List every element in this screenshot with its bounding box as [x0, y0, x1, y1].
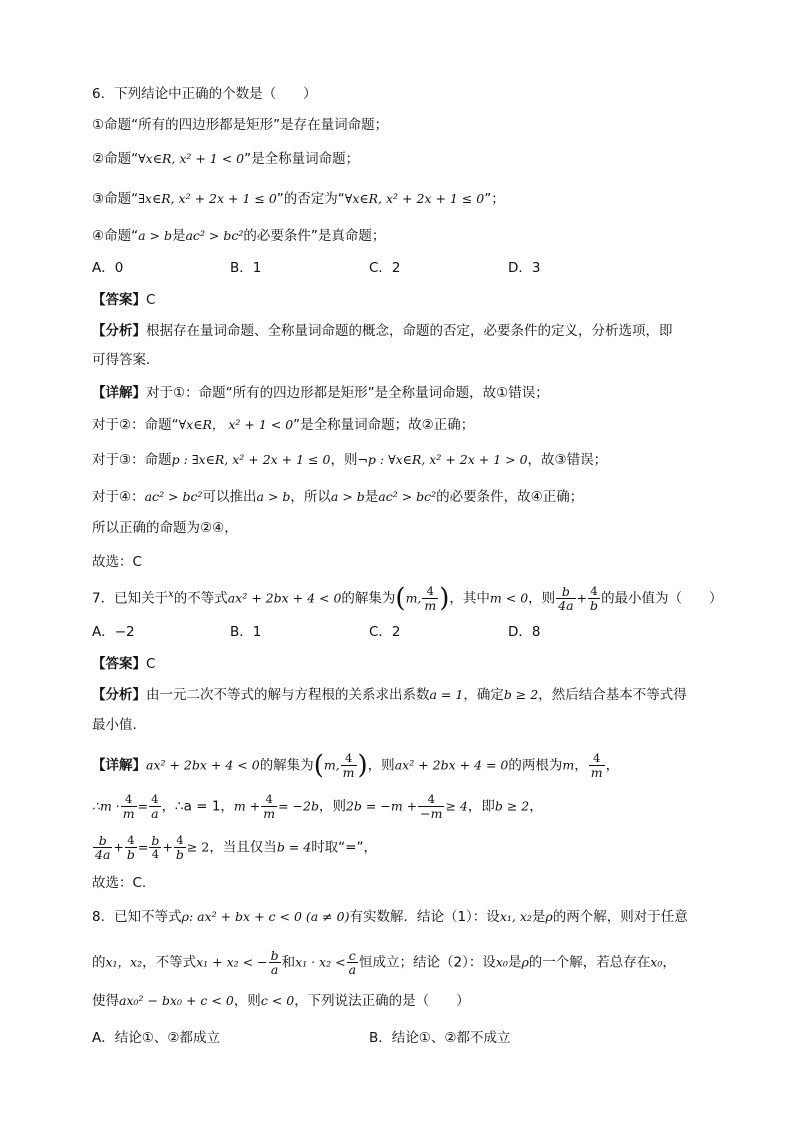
text: 根据存在量词命题、全称量词命题的概念，命题的否定，必要条件的定义，分析选项，即	[146, 323, 673, 339]
math: ∀x∈R， x² + 1 < 0	[178, 417, 294, 432]
answer-tag: 【答案】	[92, 292, 146, 308]
math: ax₀² − bx₀ + c < 0	[119, 993, 234, 1008]
text: ，则	[330, 452, 358, 468]
denominator: 4a	[95, 847, 111, 862]
math: c < 0	[260, 993, 295, 1008]
fraction	[149, 793, 160, 820]
text: ，所以	[290, 489, 331, 505]
math: ≥ 4	[445, 798, 468, 814]
math: x	[168, 589, 174, 600]
math: =	[137, 839, 149, 855]
text: ，故③错误；	[527, 452, 608, 468]
q8-line-1	[92, 907, 688, 927]
q7-analysis-line-2: 最小值.	[92, 717, 137, 733]
math: ρ: ax² + bx + c < 0 (a ≠ 0)	[181, 909, 350, 924]
text: ④命题“	[92, 228, 139, 244]
q6-analysis-line-2: 可得答案.	[92, 352, 151, 368]
text: ，则	[318, 798, 346, 815]
q6-statement-2	[92, 149, 359, 169]
denominator: m	[263, 806, 276, 821]
math: m,	[405, 590, 422, 606]
fraction	[556, 585, 575, 612]
q7-stem	[92, 585, 723, 612]
numerator: 4	[174, 834, 186, 848]
math: a > b	[256, 489, 291, 504]
answer-tag: 【答案】	[92, 656, 146, 672]
math: ac² > bc²	[185, 228, 244, 243]
text: ，	[605, 757, 620, 774]
text: 的必要条件，故④正确；	[436, 489, 584, 505]
right-paren: )	[357, 750, 368, 781]
numerator: b	[151, 833, 160, 848]
denominator: 4a	[558, 598, 574, 613]
left-paren: (	[395, 583, 406, 614]
numerator: b	[93, 834, 112, 848]
denominator: m	[122, 806, 135, 821]
numerator: b	[270, 948, 279, 963]
plus-sign: +	[576, 590, 588, 606]
text: 7．已知关于	[92, 590, 169, 607]
text: 是	[531, 909, 546, 925]
q7-option-c: C．2	[369, 624, 401, 640]
text: ，	[662, 954, 676, 971]
q6-detail-line-2	[92, 415, 474, 435]
analysis-tag: 【分析】	[92, 323, 146, 339]
q8-option-a: A．结论①、②都成立	[92, 1030, 220, 1046]
math: b ≥ 2	[494, 798, 530, 814]
text: ，则	[233, 993, 261, 1009]
q6-statement-3	[92, 189, 505, 209]
numerator: 4	[121, 793, 137, 807]
text: ，	[574, 757, 588, 774]
text: 的一个解，若总存在	[528, 954, 651, 971]
math: a = 1	[429, 687, 464, 702]
fraction	[149, 834, 161, 861]
denominator: b	[126, 847, 135, 862]
text: ，则	[367, 757, 395, 774]
math: +	[162, 839, 173, 855]
math: b = 4	[276, 839, 312, 855]
answer-value: C	[146, 656, 156, 672]
math: ∀x∈R, x² + 1 < 0	[138, 151, 245, 166]
q6-detail-line-4	[92, 487, 583, 507]
math: ¬p : ∀x∈R, x² + 2x + 1 > 0	[357, 452, 528, 467]
text: 的最小值为（ ）	[601, 590, 723, 607]
numerator: 4	[341, 752, 357, 766]
text: 对于③：命题	[92, 452, 172, 468]
numerator: b	[556, 585, 575, 599]
numerator: 4	[418, 793, 444, 807]
q7-detail-line-3	[92, 834, 377, 861]
q6-option-c: C．2	[369, 260, 401, 276]
q6-detail-line-3	[92, 450, 607, 470]
answer-value: C	[146, 292, 156, 308]
denominator: b	[590, 598, 599, 613]
numerator: 4	[149, 793, 160, 807]
math: ax² + 2bx + 4 < 0	[146, 757, 260, 773]
text: 时取“=”，	[311, 839, 377, 856]
text: ”是全称量词命题；故②正确；	[293, 417, 475, 433]
math: ∀x∈R, x² + 2x + 1 ≤ 0	[344, 191, 485, 206]
math: x₁ + x₂ < −	[196, 954, 268, 970]
math: ax² + 2bx + 4 = 0	[394, 757, 509, 773]
text: ”是全称量词命题；	[244, 151, 360, 167]
fraction	[589, 752, 605, 779]
text: 是	[171, 228, 186, 244]
math: = −2b	[278, 798, 319, 814]
analysis-tag: 【分析】	[92, 687, 146, 703]
text: 的解集为	[259, 757, 314, 774]
math: m,	[323, 757, 340, 773]
math: 2b = −m +	[345, 798, 418, 814]
denominator: a	[348, 962, 357, 977]
right-paren: )	[439, 583, 450, 614]
fraction	[341, 752, 357, 779]
fraction	[121, 793, 137, 820]
math: x₁，x₂	[105, 954, 143, 970]
math: m	[562, 757, 575, 773]
fraction	[418, 793, 444, 820]
math: ≥ 2	[186, 839, 210, 855]
q6-choose: 故选：C	[92, 554, 142, 570]
text: 的两个解，则对于任意	[552, 909, 688, 925]
q6-option-a: A．0	[92, 260, 124, 276]
q6-detail-line-5: 所以正确的命题为②④，	[92, 520, 238, 536]
q7-analysis-line-1	[92, 685, 687, 705]
text: ”；	[484, 191, 505, 207]
text: 对于④：	[92, 489, 145, 505]
text: 的必要条件”是真命题；	[243, 228, 386, 244]
detail-tag: 【详解】	[92, 385, 146, 401]
math: ρ	[545, 909, 553, 924]
fraction	[125, 834, 137, 861]
text: 对于①：命题“所有的四边形都是矩形”是全称量词命题，故①错误；	[146, 385, 549, 401]
fraction	[588, 585, 600, 612]
numerator: 4	[588, 585, 600, 599]
text: 是	[507, 954, 522, 971]
math: ax² + 2bx + 4 < 0	[227, 590, 342, 606]
text: ，	[529, 798, 543, 815]
text: ，其中	[449, 590, 490, 607]
q6-option-d: D．3	[508, 260, 541, 276]
denominator: 4	[151, 847, 160, 861]
math: a > b	[330, 489, 365, 504]
text: ③命题“	[92, 191, 139, 207]
math: ac² > bc²	[144, 489, 203, 504]
q6-answer	[92, 290, 155, 310]
math: m < 0	[489, 590, 529, 606]
fraction	[422, 585, 438, 612]
q6-statement-1: ①命题“所有的四边形都是矩形”是存在量词命题；	[92, 117, 389, 133]
text: 的两根为	[508, 757, 563, 774]
text: ，∴a = 1，	[161, 798, 234, 815]
text: ②命题“	[92, 151, 139, 167]
fraction	[261, 793, 277, 820]
q7-detail-line-2	[92, 793, 543, 820]
numerator: 4	[422, 585, 438, 599]
denominator: a	[270, 962, 279, 977]
q6-detail-line-1	[92, 383, 549, 403]
math: ∴m ·	[92, 798, 120, 814]
fraction	[174, 834, 186, 861]
math: m +	[233, 798, 261, 814]
text: 是	[364, 489, 379, 505]
text: ，下列说法正确的是（ ）	[294, 993, 470, 1009]
denominator: a	[151, 806, 159, 821]
text: 由一元二次不等式的解与方程根的关系求出系数	[146, 687, 430, 703]
math: =	[137, 798, 149, 814]
math: ρ	[521, 954, 529, 970]
q7-option-d: D．8	[508, 624, 541, 640]
math: p : ∃x∈R, x² + 2x + 1 ≤ 0	[171, 452, 331, 467]
text: ，确定	[463, 687, 504, 703]
math: ∃x∈R, x² + 2x + 1 ≤ 0	[138, 191, 277, 206]
math: x₁, x₂	[499, 909, 532, 924]
math: +	[113, 839, 124, 855]
fraction	[93, 834, 112, 861]
text: 的不等式	[173, 590, 228, 607]
q6-statement-4	[92, 226, 385, 246]
q7-option-b: B．1	[230, 624, 262, 640]
text: 使得	[92, 993, 119, 1009]
denominator: b	[175, 847, 184, 862]
text: ，不等式	[142, 954, 197, 971]
math: a > b	[138, 228, 172, 243]
q6-option-b: B．1	[230, 260, 262, 276]
math: x₀	[495, 954, 508, 970]
numerator: c	[347, 949, 358, 963]
text: ，当且仅当	[209, 839, 277, 856]
text: 的	[92, 954, 106, 971]
q6-stem: 6．下列结论中正确的个数是（ ）	[92, 86, 317, 102]
denominator: −m	[420, 806, 443, 821]
text: 对于②：命题“	[92, 417, 179, 433]
math: x₀	[650, 954, 663, 970]
text: ，即	[467, 798, 495, 815]
denominator: m	[590, 765, 603, 780]
text: ，则	[528, 590, 556, 607]
math: b ≥ 2	[503, 687, 539, 702]
denominator: m	[424, 598, 437, 613]
text: ”的否定为“	[276, 191, 345, 207]
text: 有实数解．结论（1）：设	[349, 909, 500, 925]
q7-choose: 故选：C.	[92, 875, 147, 891]
denominator: m	[342, 765, 355, 780]
q8-line-2	[92, 949, 676, 976]
q7-detail-line-1	[92, 752, 619, 779]
q8-line-3	[92, 991, 470, 1011]
fraction	[347, 949, 358, 976]
numerator: 4	[261, 793, 277, 807]
q6-analysis-line-1	[92, 321, 673, 341]
text: 和	[281, 954, 296, 971]
q8-option-b: B．结论①、②都不成立	[369, 1030, 511, 1046]
fraction	[269, 949, 281, 976]
text: 的解集为	[341, 590, 396, 607]
q7-option-a: A．−2	[92, 624, 135, 640]
text: 恒成立；结论（2）：设	[359, 954, 496, 971]
text: ，然后结合基本不等式得	[538, 687, 687, 703]
numerator: 4	[125, 834, 137, 848]
text: 8．已知不等式	[92, 909, 182, 925]
text: 可以推出	[202, 489, 257, 505]
math: ac² > bc²	[378, 489, 437, 504]
numerator: 4	[589, 752, 605, 766]
detail-tag: 【详解】	[92, 757, 146, 774]
q7-answer	[92, 654, 155, 674]
left-paren: (	[313, 750, 324, 781]
math: x₁ · x₂ <	[295, 954, 346, 970]
